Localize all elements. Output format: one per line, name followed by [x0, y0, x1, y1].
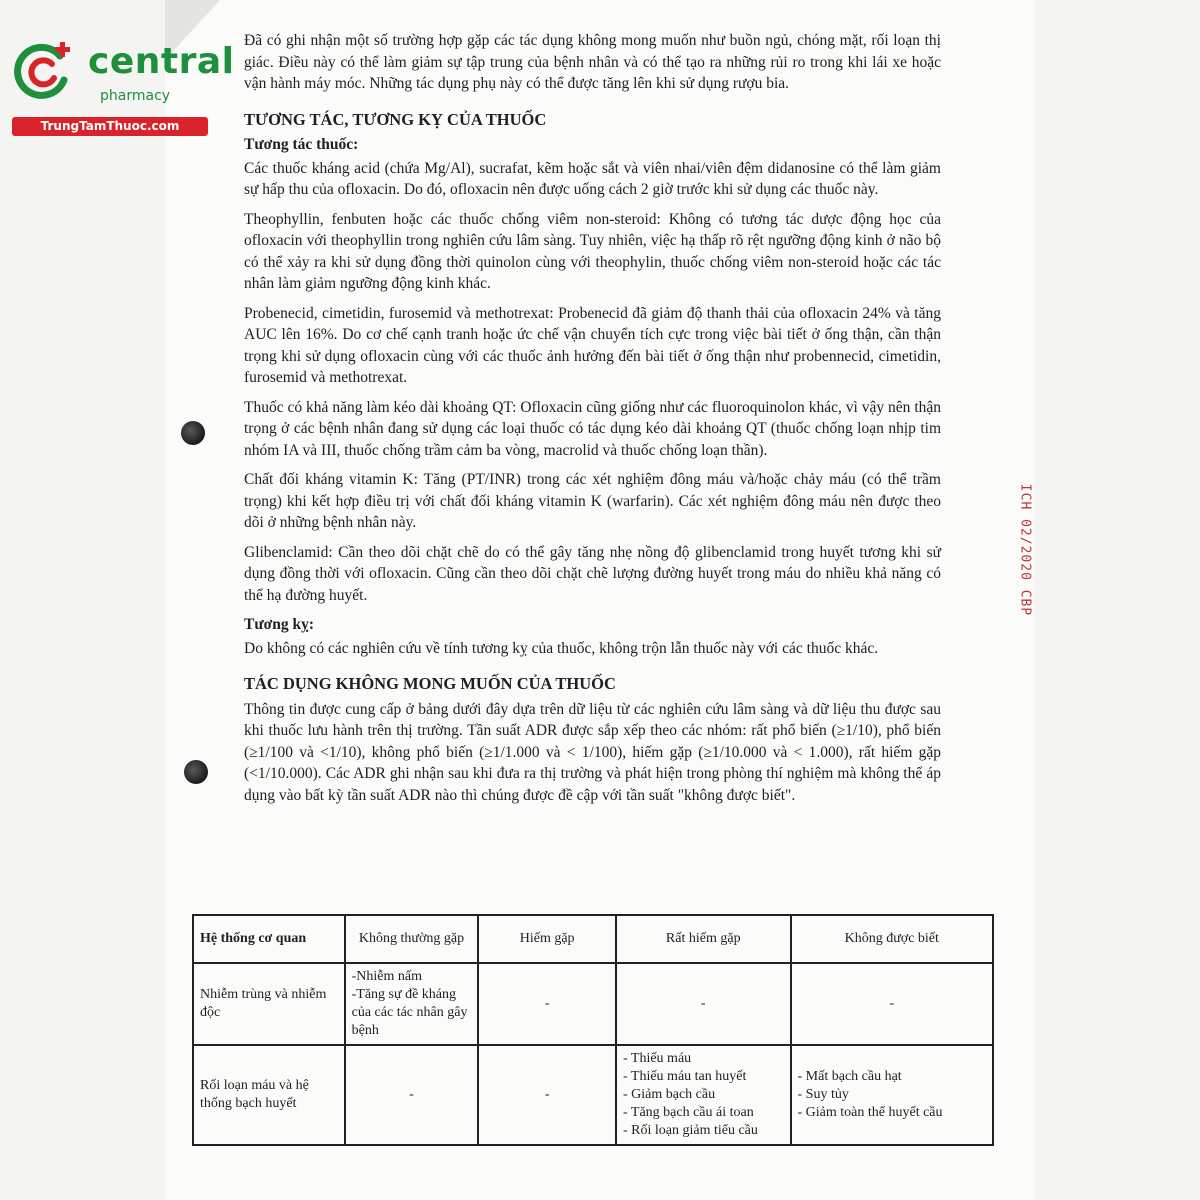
cell-uncommon: -	[345, 1045, 479, 1145]
interaction-paragraph: Probenecid, cimetidin, furosemid và methotrexat: Probenecid đã giảm độ thanh thải của ofloxacin 24% và tăng AUC lên 16%. Do cơ chế cạnh tranh hoặc ức chế vận chuyển tích cực trong việc bài tiết ở ống thận, cần thận trọng khi sử dụng ofloxacin cùng với các thuốc ảnh hưởng đến bài tiết ở ống thận như probennecid, cimetidin, furosemid và methotrexat.	[244, 304, 941, 386]
table-row	[193, 963, 993, 1045]
cell-very-rare	[616, 1045, 791, 1145]
interaction-paragraph: Chất đối kháng vitamin K: Tăng (PT/INR) trong các xét nghiệm đông máu và/hoặc chảy máu (có thể trầm trọng) khi kết hợp điều trị với chất đối kháng vitamin K (warfarin). Các xét nghiệm đông máu nên được theo dõi ở những bệnh nhân này.	[244, 471, 941, 531]
col-header-unknown: Không được biết	[791, 915, 993, 963]
document-content	[244, 30, 941, 814]
adr-table	[192, 914, 994, 1146]
interaction-paragraph: Các thuốc kháng acid (chứa Mg/Al), sucrafat, kẽm hoặc sắt và viên nhai/viên đệm didanosine có thể làm giảm sự hấp thu của ofloxacin. Do đó, ofloxacin nên được uống cách 2 giờ trước khi sử dụng các thuốc này.	[244, 159, 941, 198]
central-pharmacy-logo	[12, 38, 235, 138]
logo-subtitle: pharmacy	[100, 88, 171, 104]
list-item: - Thiếu máu	[622, 1051, 692, 1066]
section-heading-interactions: TƯƠNG TÁC, TƯƠNG KỴ CỦA THUỐC	[244, 109, 547, 129]
punch-hole	[184, 760, 208, 784]
subheading-incompatibility: Tương kỵ:	[244, 616, 314, 633]
subheading-drug-interactions: Tương tác thuốc:	[244, 136, 359, 153]
interaction-paragraph: Glibenclamid: Cần theo dõi chặt chẽ do có thể gây tăng nhẹ nồng độ glibenclamid trong huyết tương khi sử dụng đồng thời với ofloxacin. Cũng cần theo dõi chặt chẽ lượng đường huyết trong máu do nhiều khả năng có thể hạ đường huyết.	[244, 543, 941, 604]
intro-paragraph: Đã có ghi nhận một số trường hợp gặp các tác dụng không mong muốn như buồn ngủ, chóng mặt, rối loạn thị giác. Điều này có thể làm giảm sự tập trung của bệnh nhân và có thể tạo ra những rủi ro trong khi lái xe hoặc vận hành máy móc. Những tác dụng phụ này có thể được tăng lên khi sử dụng rượu bia.	[244, 32, 941, 92]
punch-hole	[181, 421, 205, 445]
list-item: - Suy tủy	[797, 1087, 849, 1102]
col-header-organ: Hệ thống cơ quan	[193, 915, 345, 963]
col-header-very-rare: Rất hiếm gặp	[616, 915, 791, 963]
interaction-paragraph: Thuốc có khả năng làm kéo dài khoảng QT: Ofloxacin cũng giống như các fluoroquinolon khác, vì vậy nên thận trọng ở các bệnh nhân đang sử dụng các loại thuốc có tác dụng kéo dài khoảng QT (thuốc chống loạn nhịp tim nhóm IA và III, thuốc chống trầm cảm ba vòng, macrolid và thuốc chống loạn thần).	[244, 398, 941, 459]
col-header-uncommon: Không thường gặp	[345, 915, 479, 963]
table-header-row	[193, 915, 993, 963]
cell-organ: Nhiễm trùng và nhiễm độc	[193, 963, 345, 1045]
interaction-paragraph: Theophyllin, fenbuten hoặc các thuốc chống viêm non-steroid: Không có tương tác dược động học của ofloxacin với theophyllin trong nghiên cứu lâm sàng. Tuy nhiên, việc hạ thấp rõ rệt ngưỡng động kinh ở não bộ có thể xảy ra khi sử dụng đồng thời quinolon cùng với theophylin, thuốc chống viêm non-steroid hoặc các tác nhân làm giảm ngưỡng động kinh khác.	[244, 210, 941, 292]
logo-url-badge: TrungTamThuoc.com	[12, 117, 208, 136]
cell-organ: Rối loạn máu và hệ thống bạch huyết	[193, 1045, 345, 1145]
cell-rare: -	[478, 963, 616, 1045]
list-item: - Giảm bạch cầu	[622, 1087, 716, 1102]
list-item: - Tăng bạch cầu ái toan	[622, 1105, 754, 1120]
list-item: - Thiếu máu tan huyết	[622, 1069, 747, 1084]
table-row	[193, 1045, 993, 1145]
list-item: -Nhiễm nấm	[351, 969, 422, 984]
handwritten-stamp: ICH 02/2020 CBP	[1017, 483, 1033, 617]
list-item: -Tăng sự đề kháng của các tác nhân gây bệnh	[351, 987, 468, 1038]
col-header-rare: Hiếm gặp	[478, 915, 616, 963]
list-item: - Giảm toàn thể huyết cầu	[797, 1105, 943, 1120]
logo-mark-icon	[12, 40, 74, 102]
cell-very-rare: -	[616, 963, 791, 1045]
incompatibility-paragraph: Do không có các nghiên cứu về tính tương kỵ của thuốc, không trộn lẫn thuốc này với các thuốc khác.	[244, 639, 879, 657]
section-heading-adr: TÁC DỤNG KHÔNG MONG MUỐN CỦA THUỐC	[244, 674, 616, 693]
list-item: - Rối loạn giảm tiểu cầu	[622, 1123, 758, 1138]
cell-unknown: -	[791, 963, 993, 1045]
logo-name: central	[88, 41, 235, 82]
cell-rare: -	[478, 1045, 616, 1145]
list-item: - Mất bạch cầu hạt	[797, 1069, 902, 1084]
cell-unknown	[791, 1045, 993, 1145]
adr-paragraph: Thông tin được cung cấp ở bảng dưới đây dựa trên dữ liệu từ các nghiên cứu lâm sàng và dữ liệu thu được sau khi thuốc lưu hành trên thị trường. Tần suất ADR được sắp xếp theo các nhóm: rất phổ biến (≥1/10), phổ biến (≥1/100 và <1/10), không phổ biến (≥1/1.000 và < 1/100), hiếm gặp (≥1/10.000 và < 1.000), rất hiếm gặp (<1/10.000). Các ADR ghi nhận sau khi đưa ra thị trường và phát hiện trong phòng thí nghiệm mà không thể áp dụng vào bất kỳ tần suất ADR nào thì chúng được đề cập với tần suất "không được biết".	[244, 700, 941, 804]
cell-uncommon	[345, 963, 479, 1045]
